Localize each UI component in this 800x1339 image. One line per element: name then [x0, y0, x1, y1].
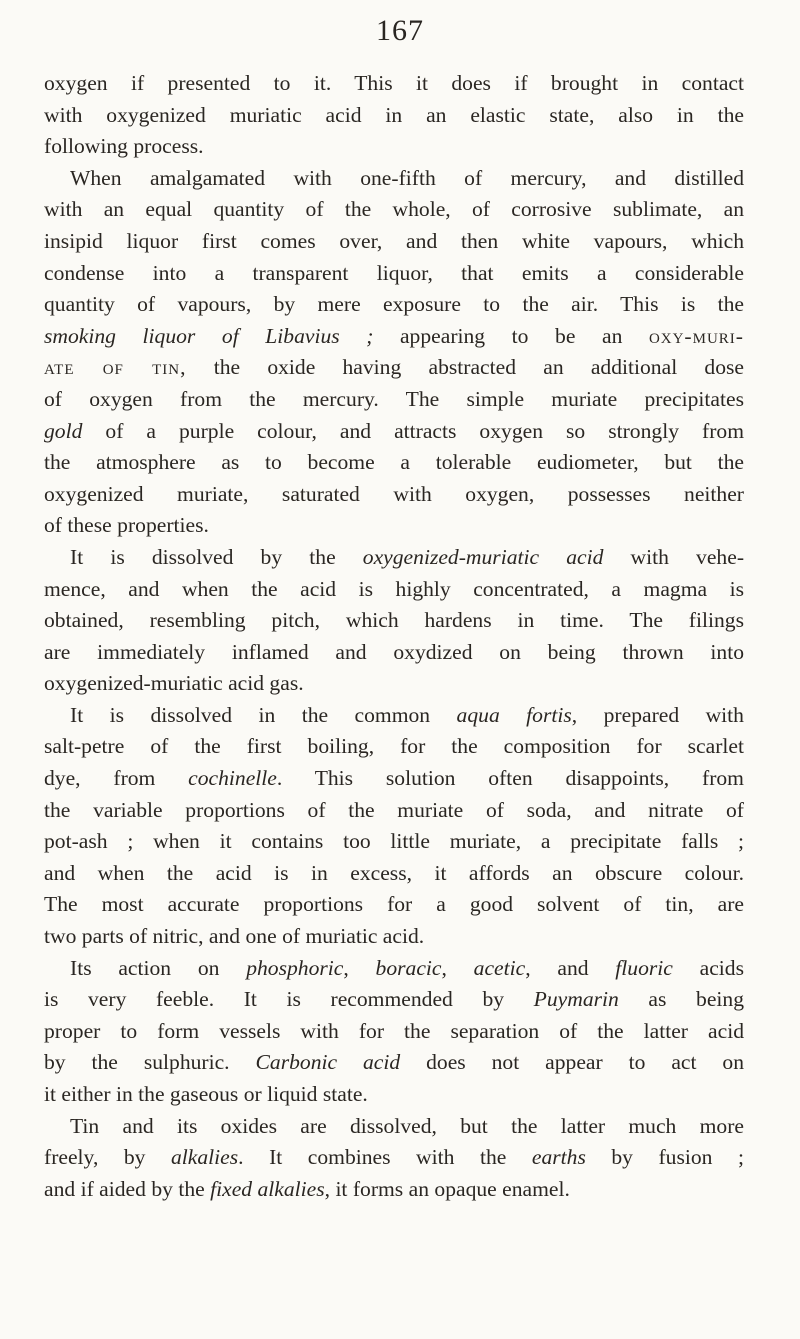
text-line	[44, 289, 744, 321]
text-line	[44, 858, 744, 890]
text-segment: with oxygenized muriatic acid in an elastic state, also in the	[44, 102, 744, 127]
text-segment: quantity of vapours, by mere exposure to the air. This is the	[44, 292, 744, 317]
text-line	[44, 258, 744, 290]
text-segment: dye, from	[44, 766, 189, 791]
text-segment: the variable proportions of the muriate of soda, and nitrate of	[44, 797, 744, 822]
text-line	[44, 1047, 744, 1079]
text-segment: Its action on	[70, 955, 247, 980]
text-line	[44, 984, 744, 1016]
italic-text: Puymarin	[533, 987, 619, 1012]
text-segment: condense into a transparent liquor, that emits a considerable	[44, 260, 744, 285]
text-segment: following process.	[44, 134, 204, 159]
text-segment: by the sulphuric.	[44, 1050, 256, 1075]
page-number: 167	[376, 14, 424, 47]
text-line	[44, 226, 744, 258]
text-segment: . It combines with the	[238, 1145, 532, 1170]
text-segment: , prepared with	[571, 702, 744, 727]
text-segment: freely, by	[44, 1145, 171, 1170]
text-segment: Tin and its oxides are dissolved, but the latter much more	[70, 1113, 744, 1138]
text-segment: It is dissolved by the	[70, 544, 363, 569]
text-line	[44, 921, 744, 953]
text-segment: , it forms an opaque enamel.	[324, 1176, 570, 1201]
text-segment: it either in the gaseous or liquid state.	[44, 1082, 368, 1106]
text-line	[44, 953, 744, 985]
text-line	[44, 889, 744, 921]
text-segment: of a purple colour, and attracts oxygen so strongly from	[82, 418, 744, 443]
text-line	[44, 131, 744, 163]
text-segment: two parts of nitric, and one of muriatic acid.	[44, 924, 425, 949]
italic-text: earths	[531, 1145, 586, 1170]
text-segment: the oxide having abstracted an additional dose	[186, 355, 744, 380]
text-line	[44, 731, 744, 763]
italic-text: fluoric	[615, 955, 673, 980]
text-segment: oxygen if presented to it. This it does if brought in contact	[44, 71, 744, 95]
italic-text: aqua fortis	[456, 702, 572, 727]
text-segment: by fusion ;	[585, 1145, 744, 1170]
text-line	[44, 1079, 744, 1111]
text-line	[44, 479, 744, 511]
text-line	[44, 510, 744, 542]
text-line	[44, 447, 744, 479]
text-segment: obtained, resembling pitch, which hardens in time. The filings	[44, 608, 744, 633]
text-line	[44, 416, 744, 448]
text-segment: insipid liquor first comes over, and then white vapours, which	[44, 228, 744, 253]
text-segment: ,	[343, 955, 376, 980]
text-segment: salt-petre of the first boiling, for the composition for scarlet	[44, 734, 744, 759]
text-line	[44, 194, 744, 226]
text-segment: It is dissolved in the common	[70, 702, 457, 727]
text-line	[44, 637, 744, 669]
text-segment: , and	[525, 955, 616, 980]
text-segment: with an equal quantity of the whole, of corrosive sublimate, an	[44, 197, 744, 222]
italic-text: fixed alkalies	[210, 1176, 325, 1201]
text-segment: acids	[672, 955, 745, 980]
text-segment: of oxygen from the mercury. The simple muriate precipitates	[44, 386, 744, 411]
body-text	[44, 68, 744, 1205]
text-segment: proper to form vessels with for the separation of the latter acid	[44, 1018, 744, 1043]
text-segment: of these properties.	[44, 513, 209, 538]
small-caps-text: oxy-muri-	[648, 323, 744, 348]
text-line	[44, 321, 744, 353]
text-segment: the atmosphere as to become a tolerable eudiometer, but the	[44, 450, 744, 475]
text-line	[44, 1142, 744, 1174]
italic-text: acetic	[473, 955, 526, 980]
text-segment: . This solution often disappoints, from	[276, 766, 744, 791]
text-segment: mence, and when the acid is highly concentrated, a magma is	[44, 576, 744, 601]
text-line	[44, 163, 744, 195]
italic-text: gold	[44, 418, 83, 443]
italic-text: smoking liquor of Libavius ;	[44, 323, 374, 348]
italic-text: phosphoric	[246, 955, 344, 980]
italic-text: alkalies	[170, 1145, 239, 1170]
text-line	[44, 795, 744, 827]
text-segment: and if aided by the	[44, 1176, 211, 1201]
text-line	[44, 100, 744, 132]
text-line	[44, 605, 744, 637]
text-line	[44, 700, 744, 732]
italic-text: Carbonic acid	[255, 1050, 401, 1075]
text-line	[44, 668, 744, 700]
text-line	[44, 826, 744, 858]
text-segment: are immediately inflamed and oxydized on being thrown into	[44, 639, 744, 664]
text-line	[44, 542, 744, 574]
text-line	[44, 1111, 744, 1143]
text-segment: as being	[618, 987, 745, 1012]
text-line	[44, 68, 744, 100]
text-line	[44, 763, 744, 795]
small-caps-text: ate of tin,	[44, 355, 187, 380]
italic-text: boracic	[375, 955, 442, 980]
text-line	[44, 1016, 744, 1048]
italic-text: cochinelle	[188, 766, 277, 791]
text-line	[44, 384, 744, 416]
text-segment: pot-ash ; when it contains too little muriate, a precipitate falls ;	[44, 829, 744, 854]
text-segment: The most accurate proportions for a good solvent of tin, are	[44, 892, 744, 917]
text-segment: does not appear to act on	[400, 1050, 745, 1075]
text-line	[44, 574, 744, 606]
text-segment: with vehe-	[603, 544, 745, 569]
italic-text: oxygenized-muriatic acid	[362, 544, 604, 569]
text-segment: ,	[441, 955, 474, 980]
text-line	[44, 352, 744, 384]
text-segment: appearing to be an	[373, 323, 649, 348]
text-segment: and when the acid is in excess, it affords an obscure colour.	[44, 860, 744, 885]
text-segment: oxygenized muriate, saturated with oxygen, possesses neither	[44, 481, 744, 506]
text-segment: oxygenized-muriatic acid gas.	[44, 671, 304, 696]
text-line	[44, 1174, 744, 1206]
text-segment: is very feeble. It is recommended by	[44, 987, 534, 1012]
text-segment: When amalgamated with one-fifth of mercury, and distilled	[70, 165, 744, 190]
